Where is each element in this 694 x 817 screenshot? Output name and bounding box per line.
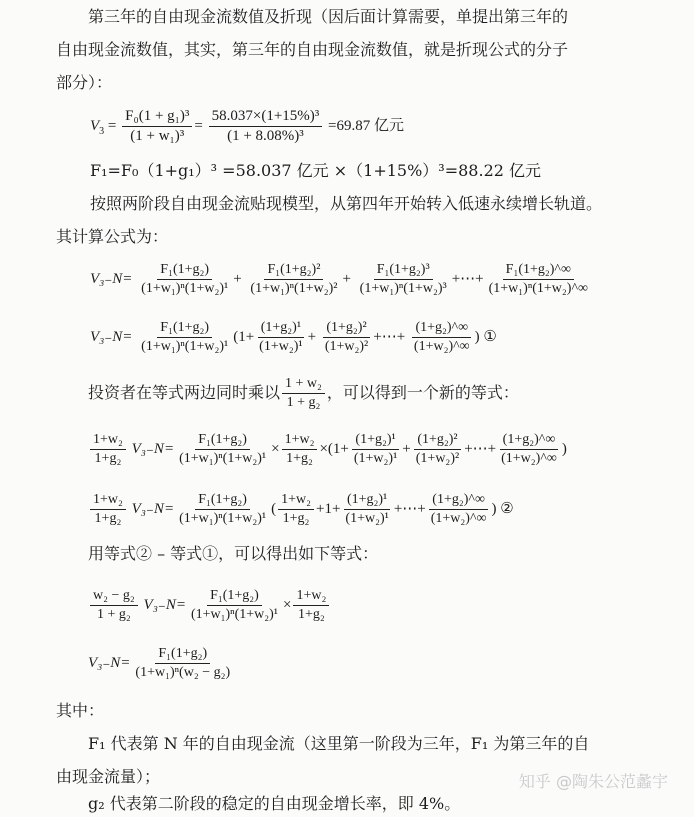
paragraph-line: 第三年的自由现金流数值及折现（因后面计算需要，单提出第三年的 [88,7,569,26]
paragraph-line: 部分）： [56,73,113,92]
paragraph-line: F₁ 代表第 N 年的自由现金流（这里第一阶段为三年，F₁ 为第三年的自 [88,734,590,753]
paragraph-line: 自由现金流数值，其实，第三年的自由现金流数值，就是折现公式的分子 [56,40,569,59]
paragraph-line: 由现金流量）； [56,767,161,786]
watermark: 知乎 @陶朱公范蠡宇 [518,772,668,792]
paragraph-multiply: 投资者在等式两边同时乘以 $\frac{\text{1 + w₂}}{\text{1 + g₂}}$ ，可以得到一个新的等式： [88,376,519,411]
paragraph-line: g₂ 代表第二阶段的稳定的自由现金增长率，即 4%。 [88,794,461,813]
equation-v3n-factored: V₃₋N= $\frac{\text{F₁(1+g₂)}}{\text{(1+w₁)ⁿ(1+w₂)¹}}$ (1+ $\frac{\text{(1+g₂)¹}}{\text{(1+w₂)¹}}$ + $\frac{\text{(1+g₂)²}}{\text{(1+w₂)²}}$ +⋯+ $\frac{\text{(1+g₂)\textasciicircum{}∞}}{\text{(1+w₂)\textasciicircum{}∞}}$ ) ① [90,320,497,355]
paragraph-line: 按照两阶段自由现金流贴现模型，从第四年开始转入低速永续增长轨道。 [90,194,603,213]
equation-multiplied: $\frac{\text{1+w₂}}{\text{1+g₂}}$ V₃₋N= $\frac{\text{F₁(1+g₂)}}{\text{(1+w₁)ⁿ(1+w₂)¹}}$ × $\frac{\text{1+w₂}}{\text{1+g₂}}$ ×(1+ $\frac{\text{(1+g₂)¹}}{\text{(1+w₂)¹}}$ + $\frac{\text{(1+g₂)²}}{\text{(1+w₂)²}}$ +⋯+ $\frac{\text{(1+g₂)\textasciicircum{}∞}}{\text{(1+w₂)\textasciicircum{}∞}}$ ) [88,432,567,467]
equation-v3: $V_3$ = $\frac{\text{F₀(1 + g₁)³}}{\text{(1 + w₁)³}}$ = $\frac{\text{58.037×(1+15\%)³}}{\text{(1 + 8.08\%)³}}$ =69.87 亿元 [90,108,404,145]
equation-expanded: $\frac{\text{1+w₂}}{\text{1+g₂}}$ V₃₋N= $\frac{\text{F₁(1+g₂)}}{\text{(1+w₁)ⁿ(1+w₂)¹}}$ ( $\frac{\text{1+w₂}}{\text{1+g₂}}$ +1+ $\frac{\text{(1+g₂)¹}}{\text{(1+w₂)¹}}$ +⋯+ $\frac{\text{(1+g₂)\textasciicircum{}∞}}{\text{(1+w₂)\textasciicircum{}∞}}$ ) ② [88,492,514,527]
equation-f1: F₁=F₀（1+g₁）³ =58.037 亿元 ×（1+15%）³=88.22 亿元 [90,161,542,180]
equation-difference: $\frac{\text{w₂ − g₂}}{\text{1 + g₂}}$ V₃₋N= $\frac{\text{F₁(1+g₂)}}{\text{(1+w₁)ⁿ(1+w₂)¹}}$ × $\frac{\text{1+w₂}}{\text{1+g₂}}$ [88,588,331,623]
equation-v3n-sum: V₃₋N= $\frac{\text{F₁(1+g₂)}}{\text{(1+w₁)ⁿ(1+w₂)¹}}$ + $\frac{\text{F₁(1+g₂)²}}{\text{(1+w₁)ⁿ(1+w₂)²}}$ + $\frac{\text{F₁(1+g₂)³}}{\text{(1+w₁)ⁿ(1+w₂)³}}$ +⋯+ $\frac{\text{F₁(1+g₂)\textasciicircum{}∞}}{\text{(1+w₁)ⁿ(1+w₂)\textasciicircum{}∞}}$ [90,262,589,297]
equation-final: V₃₋N= $\frac{\text{F₁(1+g₂)}}{\text{(1+w₁)ⁿ(w₂ − g₂)}}$ [88,646,231,681]
paragraph-subtract: 用等式② – 等式①，可以得出如下等式： [88,544,379,563]
paragraph-line: 其计算公式为： [56,227,169,246]
paragraph-where: 其中： [56,701,105,720]
